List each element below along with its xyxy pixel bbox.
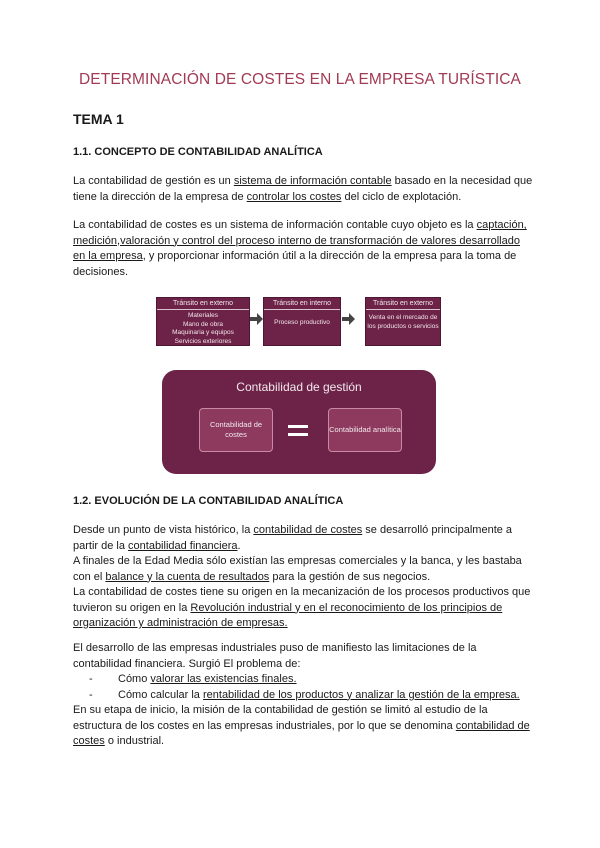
- section-heading-2: 1.2. EVOLUCIÓN DE LA CONTABILIDAD ANALÍTICA: [73, 495, 344, 507]
- flow-box-inputs: Tránsito en externo Materiales Mano de obra Maquinaria y equipos Servicios exteriores: [156, 297, 250, 346]
- list-item: - Cómo calcular la rentabilidad de los productos y analizar la gestión de la empresa.: [89, 688, 520, 701]
- panel-title: Contabilidad de gestión: [236, 380, 362, 394]
- flow-box-process: Tránsito en interno Proceso productivo: [263, 297, 341, 346]
- page-title: DETERMINACIÓN DE COSTES EN LA EMPRESA TURÍSTICA: [79, 71, 521, 88]
- topic-heading: TEMA 1: [73, 111, 124, 127]
- arrow-right-icon: [342, 313, 356, 325]
- paragraph: El desarrollo de las empresas industriales puso de manifiesto las limitaciones de la contabilidad financiera. Surgió El problema de: - Cómo valorar las existencias finales. - Cómo calcular la rentabilidad de los productos y analizar la gestión de la empresa. En su etapa de inicio, la misión de la contabilidad de gestión se limitó al estudio de la estructura de los costes en las empresas industriales, por lo que se denomina contabilidad de costes o industrial.: [73, 641, 533, 750]
- cost-accounting-box: Contabilidad de costes: [199, 408, 273, 452]
- flow-box-market: Tránsito en externo Venta en el mercado de los productos o servicios: [365, 297, 441, 346]
- arrow-right-icon: [250, 313, 264, 325]
- analytical-accounting-box: Contabilidad analítica: [328, 408, 402, 452]
- section-heading-1: 1.1. CONCEPTO DE CONTABILIDAD ANALÍTICA: [73, 146, 323, 158]
- management-accounting-panel: [162, 370, 436, 474]
- paragraph: Desde un punto de vista histórico, la contabilidad de costes se desarrolló principalmente a partir de la contabilidad financiera. A finales de la Edad Media sólo existían las empresas comerciales y la banca, y les bastaba con el balance y la cuenta de resultados para la gestión de sus negocios. La contabilidad de costes tiene su origen en la mecanización de los procesos productivos que tuvieron su origen en la Revolución industrial y en el reconocimiento de los principios de organización y administración de empresas.: [73, 524, 531, 629]
- equals-icon: [288, 425, 308, 437]
- list-item: - Cómo valorar las existencias finales.: [89, 673, 297, 685]
- paragraph: La contabilidad de costes es un sistema de información contable cuyo objeto es la captación, medición,valoración y control del proceso interno de transformación de valores desarrollado en la empresa, y proporcionar información útil a la dirección de la empresa para la toma de decisiones.: [73, 219, 527, 278]
- paragraph: La contabilidad de gestión es un sistema de información contable basado en la necesidad que tiene la dirección de la empresa de controlar los costes del ciclo de explotación.: [73, 175, 533, 203]
